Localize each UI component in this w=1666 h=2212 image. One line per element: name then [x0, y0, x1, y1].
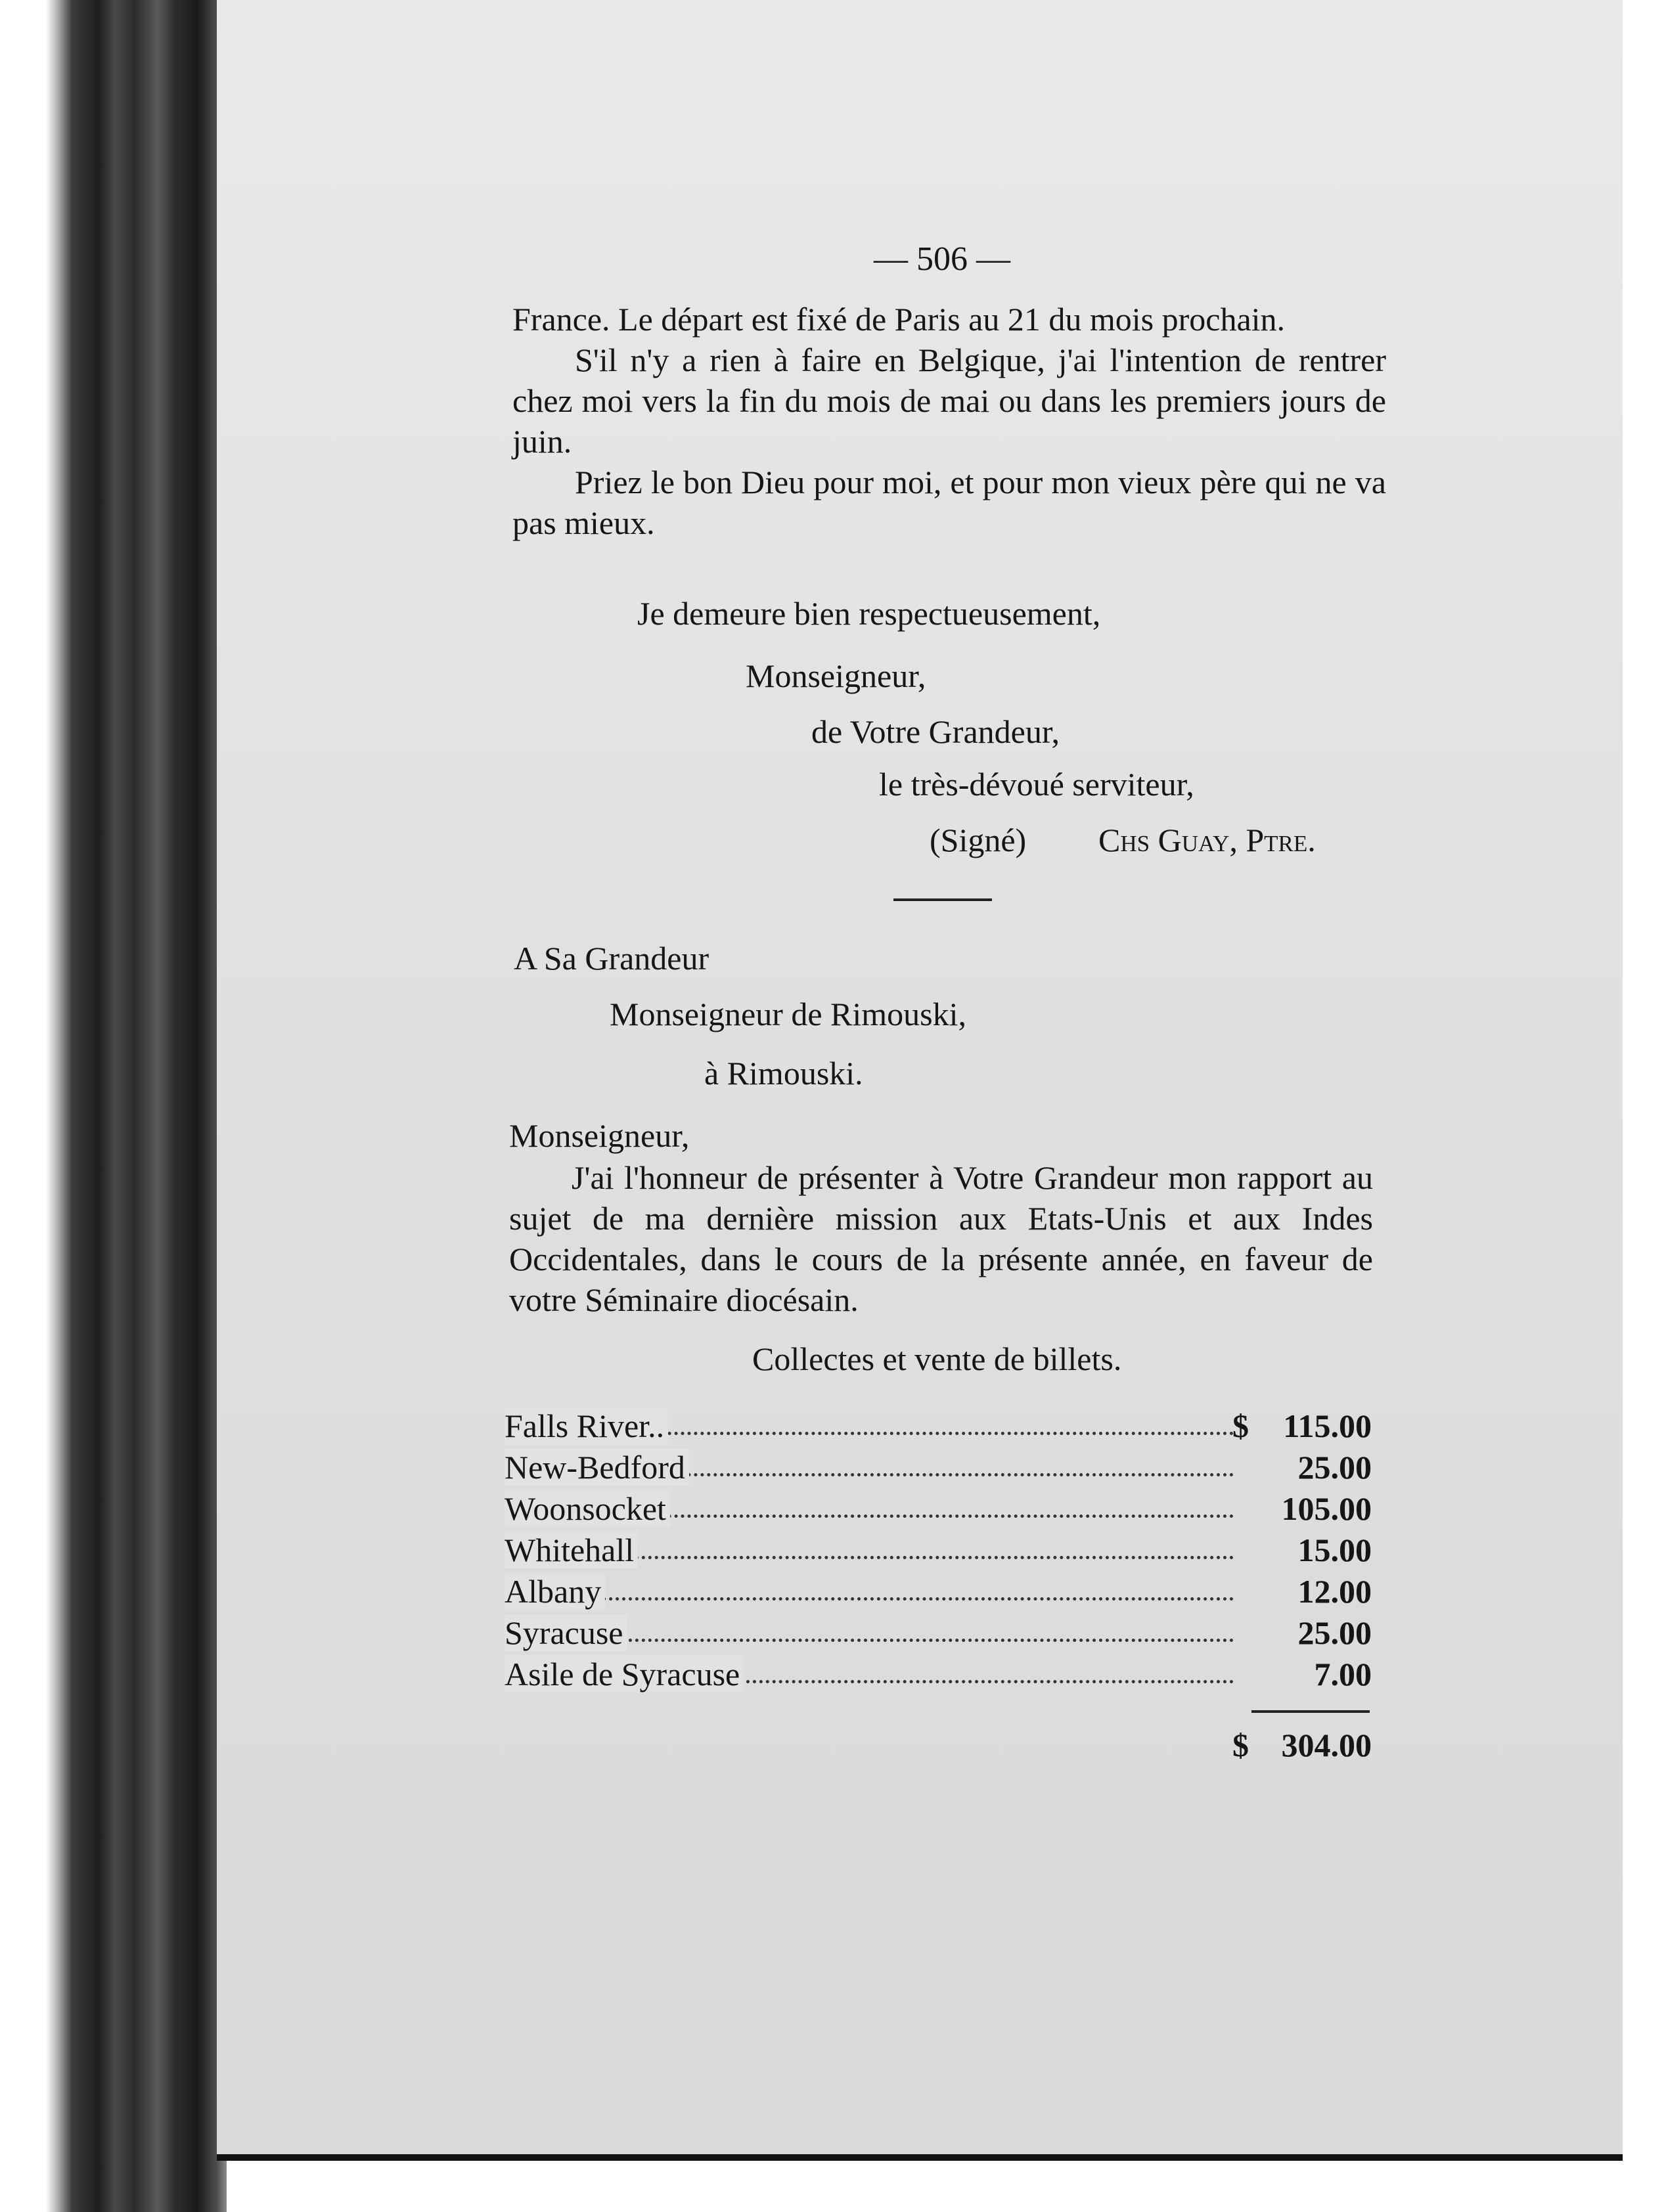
table-row — [505, 1614, 1372, 1654]
paragraph-2: S'il n'y a rien à faire en Belgique, j'ai l'intention de rentrer chez moi vers la fin du mois de mai ou dans les premiers jours de juin. — [512, 342, 1386, 460]
row-amount: 7.00 — [1314, 1656, 1372, 1692]
section-divider — [893, 898, 992, 901]
row-amount: 25.00 — [1297, 1614, 1372, 1651]
row-amount: 12.00 — [1297, 1573, 1372, 1610]
total-amount: 304.00 — [1281, 1727, 1372, 1763]
book-gutter — [0, 0, 227, 2212]
row-place: Asile de Syracuse — [505, 1656, 744, 1692]
signed-mark: (Signé) — [930, 822, 1027, 858]
total-row — [505, 1726, 1372, 1767]
paragraph-3: Priez le bon Dieu pour moi, et pour mon vieux père qui ne va pas mieux. — [512, 464, 1386, 541]
closing-line-3: de Votre Grandeur, — [811, 713, 1060, 750]
row-amount: 115.00 — [1283, 1407, 1372, 1444]
row-place: Albany — [505, 1573, 605, 1610]
report-body — [509, 1157, 1373, 1320]
total-rule — [1251, 1710, 1370, 1713]
page-number: — 506 — — [874, 240, 1010, 278]
dot-leader — [505, 1597, 1234, 1601]
address-line-2: Monseigneur de Rimouski, — [610, 996, 967, 1032]
row-amount: 15.00 — [1297, 1532, 1372, 1568]
row-place: Whitehall — [505, 1532, 638, 1568]
table-row — [505, 1490, 1372, 1530]
table-row — [505, 1655, 1372, 1696]
address-line-3: à Rimouski. — [704, 1055, 863, 1092]
closing-line-1: Je demeure bien respectueusement, — [637, 595, 1101, 632]
closing-line-2: Monseigneur, — [746, 657, 926, 694]
closing-line-4: le très-dévoué serviteur, — [879, 766, 1194, 803]
table-row — [505, 1448, 1372, 1489]
table-row — [505, 1407, 1372, 1448]
report-paragraph: J'ai l'honneur de présenter à Votre Grandeur mon rapport au sujet de ma dernière mission aux Etats-Unis et aux Indes Occidentales, dans le cours de la présente année, en faveur de votre Séminaire diocésain. — [509, 1159, 1373, 1318]
address-line-1: A Sa Grandeur — [514, 940, 709, 977]
row-amount: 105.00 — [1281, 1490, 1372, 1527]
letter-body — [512, 299, 1386, 543]
paragraph-1: France. Le départ est fixé de Paris au 21 du mois prochain. — [512, 301, 1286, 338]
row-place: New-Bedford — [505, 1449, 689, 1486]
row-place: Woonsocket — [505, 1490, 670, 1527]
currency-symbol: $ — [1232, 1407, 1249, 1444]
table-title: Collectes et vente de billets. — [752, 1340, 1122, 1377]
row-amount: 25.00 — [1297, 1449, 1372, 1486]
page-margin-right — [1623, 0, 1666, 2212]
row-place: Syracuse — [505, 1614, 627, 1651]
row-place: Falls River.. — [505, 1407, 668, 1444]
salutation: Monseigneur, — [509, 1117, 690, 1154]
signature: Chs Guay, Ptre. — [1098, 822, 1316, 858]
table-row — [505, 1572, 1372, 1613]
total-currency-symbol: $ — [1232, 1727, 1249, 1763]
table-row — [505, 1531, 1372, 1572]
